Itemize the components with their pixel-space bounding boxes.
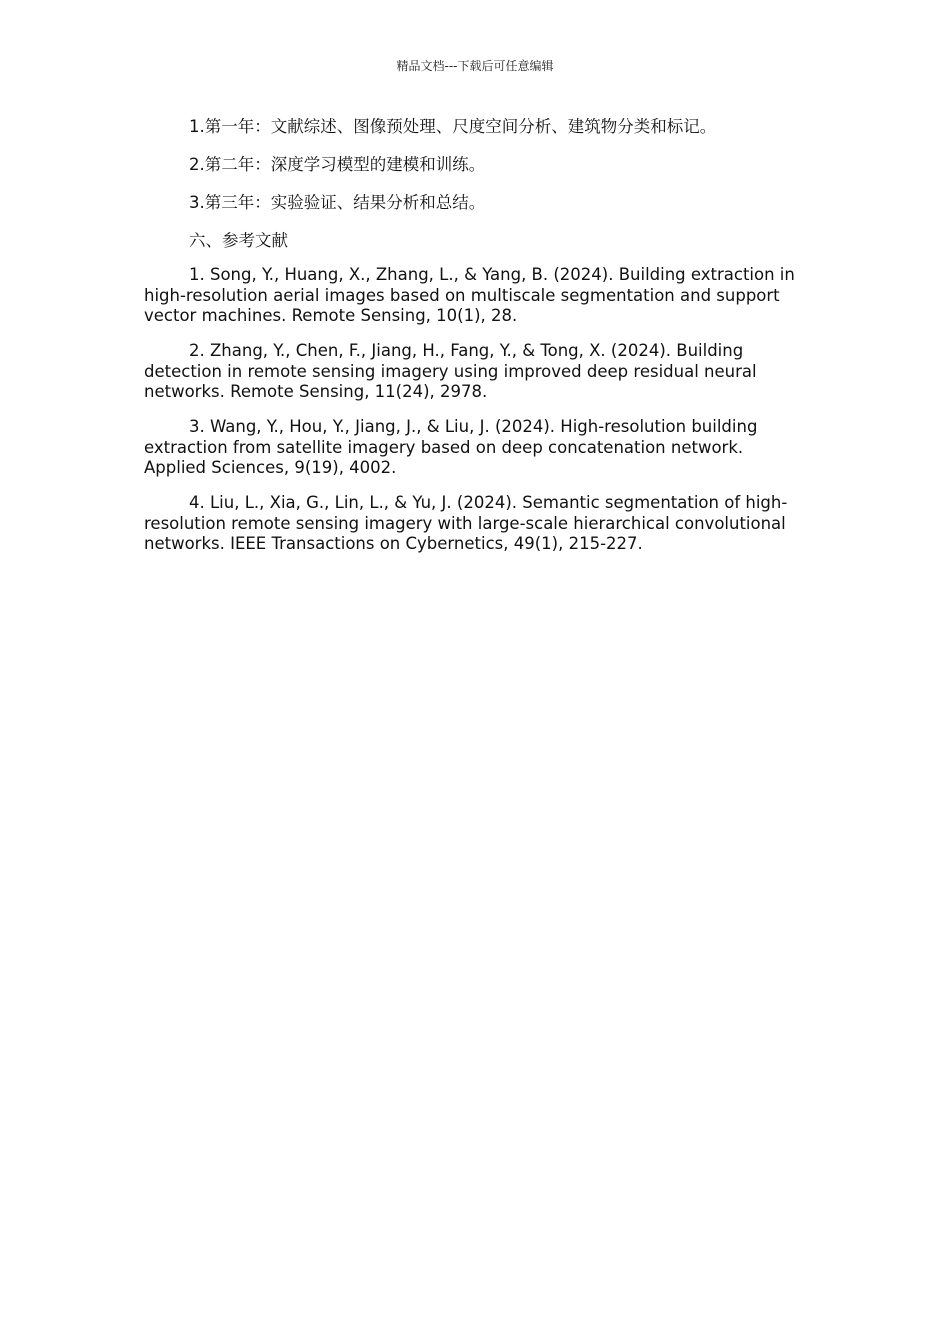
reference-item-2: 2. Zhang, Y., Chen, F., Jiang, H., Fang, Y., & Tong, X. (2024). Building detection in remote sensing imagery using improved deep residual neural networks. Remote Sensing, 11(24), 2978.: [144, 341, 757, 401]
reference-item-1: 1. Song, Y., Huang, X., Zhang, L., & Yang, B. (2024). Building extraction in high-resolution aerial images based on multiscale segmentation and support vector machines. Remote Sensing, 10(1), 28.: [144, 265, 795, 325]
reference-item-4: 4. Liu, L., Xia, G., Lin, L., & Yu, J. (2024). Semantic segmentation of high-resolution remote sensing imagery with large-scale hierarchical convolutional networks. IEEE Transactions on Cybernetics, 49(1), 215-227.: [144, 493, 788, 553]
document-body: [144, 117, 809, 569]
schedule-item-year-3: 3.第三年：实验验证、结果分析和总结。: [189, 193, 486, 212]
schedule-item-year-2: 2.第二年：深度学习模型的建模和训练。: [189, 155, 486, 174]
running-header: 精品文档---下载后可任意编辑: [396, 59, 554, 73]
references-heading: 六、参考文献: [189, 231, 288, 250]
schedule-item-year-1: 1.第一年：文献综述、图像预处理、尺度空间分析、建筑物分类和标记。: [189, 117, 717, 136]
reference-item-3: 3. Wang, Y., Hou, Y., Jiang, J., & Liu, J. (2024). High-resolution building extraction from satellite imagery based on deep concatenation network. Applied Sciences, 9(19), 4002.: [144, 417, 758, 477]
